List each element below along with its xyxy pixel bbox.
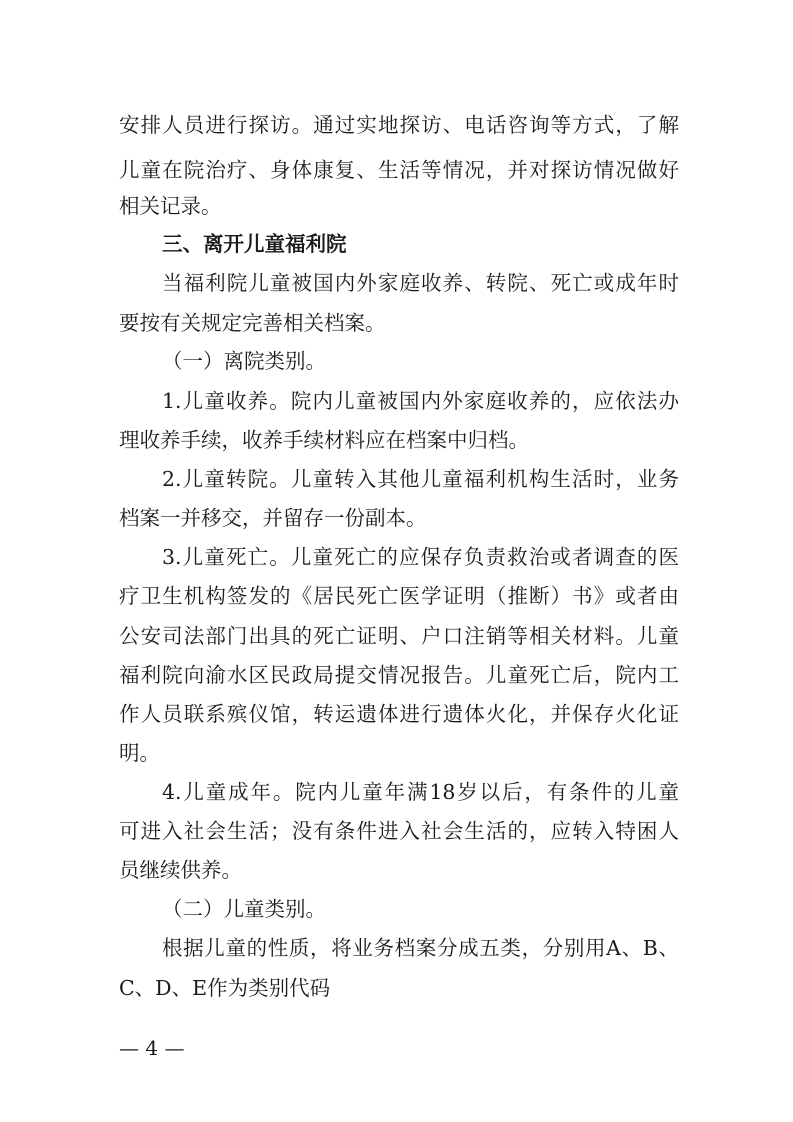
paragraph-line: 要按有关规定完善相关档案。 xyxy=(119,311,386,335)
section-heading: 三、离开儿童福利院 xyxy=(162,232,347,256)
paragraph-line: 公安司法部门出具的死亡证明、户口注销等相关材料。儿童 xyxy=(119,624,679,648)
paragraph-line: 理收养手续，收养手续材料应在档案中归档。 xyxy=(119,428,529,452)
paragraph-line: 1.儿童收养。院内儿童被国内外家庭收养的，应依法办 xyxy=(162,389,679,413)
paragraph-line: 员继续供养。 xyxy=(119,858,242,882)
paragraph-line: 福利院向渝水区民政局提交情况报告。儿童死亡后，院内工 xyxy=(119,663,679,687)
paragraph-line: 疗卫生机构签发的《居民死亡医学证明（推断）书》或者由 xyxy=(119,584,679,608)
paragraph-line: 相关记录。 xyxy=(119,194,222,218)
paragraph-line: C、D、E作为类别代码 xyxy=(119,976,331,1000)
subsection-heading: （一）离院类别。 xyxy=(162,349,326,373)
paragraph-line: 档案一并移交，并留存一份副本。 xyxy=(119,506,427,530)
paragraph-line: 当福利院儿童被国内外家庭收养、转院、死亡或成年时 xyxy=(162,271,679,295)
paragraph-line: 4.儿童成年。院内儿童年满18岁以后，有条件的儿童 xyxy=(162,780,679,804)
paragraph-line: 3.儿童死亡。儿童死亡的应保存负责救治或者调查的医 xyxy=(162,545,679,569)
paragraph-line: 可进入社会生活；没有条件进入社会生活的，应转入特困人 xyxy=(119,819,679,843)
paragraph-line: 根据儿童的性质，将业务档案分成五类，分别用A、B、 xyxy=(162,936,679,960)
paragraph-line: 作人员联系殡仪馆，转运遗体进行遗体火化，并保存火化证 xyxy=(119,702,679,726)
subsection-heading: （二）儿童类别。 xyxy=(162,897,326,921)
paragraph-line: 儿童在院治疗、身体康复、生活等情况，并对探访情况做好 xyxy=(119,158,679,182)
paragraph-line: 明。 xyxy=(119,741,160,765)
paragraph-line: 2.儿童转院。儿童转入其他儿童福利机构生活时，业务 xyxy=(162,467,679,491)
page-number: — 4 — xyxy=(119,1036,185,1060)
paragraph-line: 安排人员进行探访。通过实地探访、电话咨询等方式，了解 xyxy=(119,113,679,137)
